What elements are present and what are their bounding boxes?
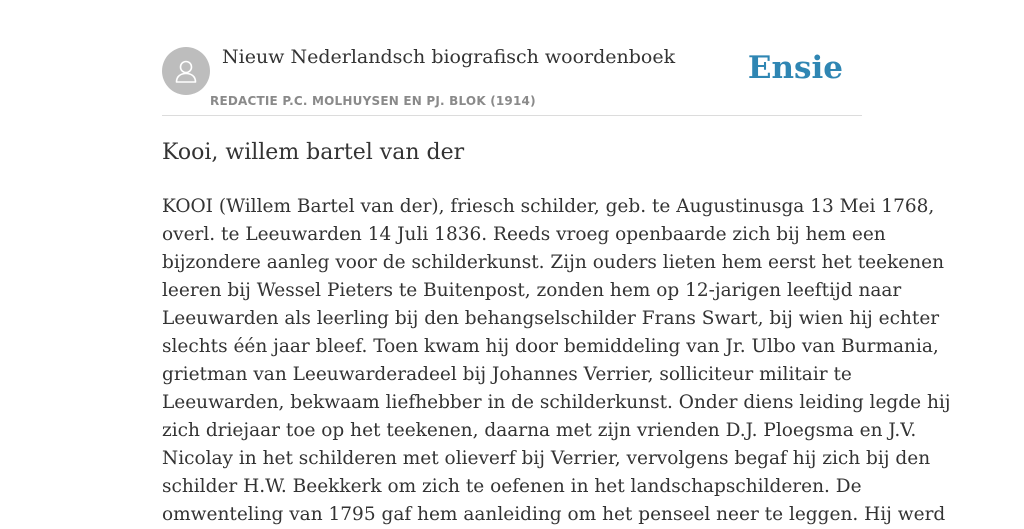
editors-byline: REDACTIE P.C. MOLHUYSEN EN PJ. BLOK (1914): [210, 94, 536, 108]
user-icon: [172, 57, 200, 85]
body-line: bijzondere aanleg voor de schilderkunst. Zijn ouders lieten hem eerst het teekenen: [162, 252, 945, 273]
body-line: grietman van Leeuwarderadeel bij Johannes Verrier, solliciteur militair te: [162, 364, 852, 385]
book-title[interactable]: Nieuw Nederlandsch biografisch woordenboek: [222, 46, 676, 68]
body-line: Leeuwarden als leerling bij den behangselschilder Frans Swart, bij wien hij echter: [162, 308, 940, 329]
body-line: overl. te Leeuwarden 14 Juli 1836. Reeds vroeg openbaarde zich bij hem een: [162, 224, 886, 245]
body-line: KOOI (Willem Bartel van der), friesch schilder, geb. te Augustinusga 13 Mei 1768,: [162, 196, 935, 217]
body-line: Nicolay in het schilderen met olieverf bij Verrier, vervolgens begaf hij zich bij den: [162, 448, 931, 469]
entry-body: [162, 193, 951, 529]
entry-title: Kooi, willem bartel van der: [162, 140, 465, 165]
brand-logo[interactable]: Ensie: [747, 50, 843, 86]
body-line: Leeuwarden, bekwaam liefhebber in de schilderkunst. Onder diens leiding legde hij: [162, 392, 951, 413]
book-header: [162, 0, 862, 116]
body-line: omwenteling van 1795 gaf hem aanleiding om het penseel neer te leggen. Hij werd: [162, 504, 946, 525]
body-line: zich driejaar toe op het teekenen, daarna met zijn vrienden D.J. Ploegsma en J.V.: [162, 420, 917, 441]
body-line: leeren bij Wessel Pieters te Buitenpost, zonden hem op 12-jarigen leeftijd naar: [162, 280, 902, 301]
body-line: slechts één jaar bleef. Toen kwam hij door bemiddeling van Jr. Ulbo van Burmania,: [162, 336, 939, 357]
author-avatar[interactable]: [162, 47, 210, 95]
body-line: schilder H.W. Beekkerk om zich te oefenen in het landschapschilderen. De: [162, 476, 862, 497]
